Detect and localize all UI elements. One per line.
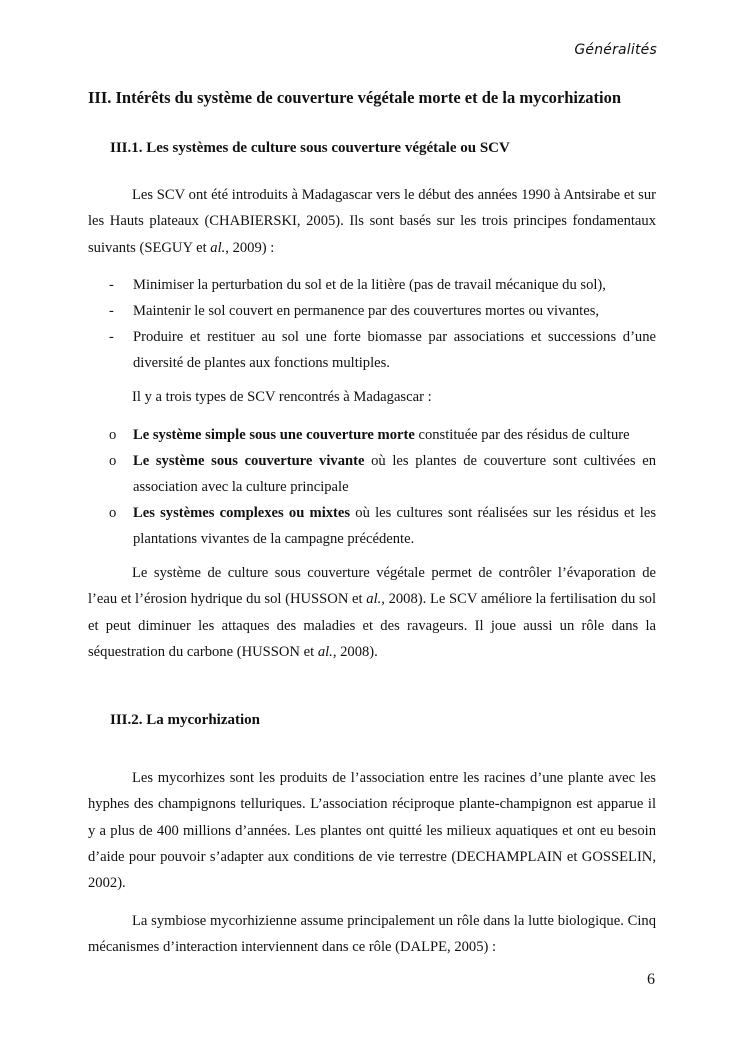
list-item: o Les systèmes complexes ou mixtes où les cultures sont réalisées sur les résidus et les plantations vivantes de la campagne précédente. [109, 505, 656, 547]
scv-types-intro: Il y a trois types de SCV rencontrés à Madagascar : [132, 389, 432, 405]
running-header: Généralités [574, 42, 657, 58]
page-number: 6 [647, 971, 655, 988]
list-item: - Produire et restituer au sol une forte biomasse par associations et successions d’une diversité de plantes aux fonctions multiples. [109, 329, 656, 371]
paragraph-scv-benefits: Le système de culture sous couverture végétale permet de contrôler l’évaporation de l’eau et l’érosion hydrique du sol (HUSSON et al., 2008). Le SCV améliore la fertilisation du sol et peut diminuer les attaques des maladies et des ravageurs. Il joue aussi un rôle dans la séquestration du carbone (HUSSON et al., 2008). [88, 565, 657, 660]
section-title: III. Intérêts du système de couverture végétale morte et de la mycorhization [88, 88, 622, 107]
list-item: o Le système sous couverture vivante où les plantes de couverture sont cultivées en association avec la culture principale [109, 453, 656, 495]
list-item: o Le système simple sous une couverture morte constituée par des résidus de culture [109, 427, 630, 443]
paragraph-symbiose: La symbiose mycorhizienne assume principalement un rôle dans la lutte biologique. Cinq mécanismes d’interaction interviennent dans ce rôle (DALPE, 2005) : [88, 913, 656, 956]
scv-types-list [109, 422, 656, 552]
subsection-title-mycorhization: III.2. La mycorhization [110, 712, 260, 728]
list-item: - Maintenir le sol couvert en permanence par des couvertures mortes ou vivantes, [109, 303, 600, 319]
principles-list [109, 272, 656, 376]
paragraph-scv-intro: Les SCV ont été introduits à Madagascar vers le début des années 1990 à Antsirabe et sur les Hauts plateaux (CHABIERSKI, 2005). Ils sont basés sur les trois principes fondamentaux suivants (SEGUY et al., 2009) : [88, 187, 656, 256]
paragraph-mycorhizes: Les mycorhizes sont les produits de l’association entre les racines d’une plante avec les hyphes des champignons telluriques. L’association réciproque plante-champignon est apparue il y a plus de 400 millions d’années. Les plantes ont quitté les milieux aquatiques et ont eu besoin d’aide pour pouvoir s’adapter aux conditions de vie terrestre (DECHAMPLAIN et GOSSELIN, 2002). [88, 770, 656, 892]
list-item: - Minimiser la perturbation du sol et de la litière (pas de travail mécanique du sol), [109, 277, 606, 293]
subsection-title-scv: III.1. Les systèmes de culture sous couverture végétale ou SCV [110, 140, 510, 156]
